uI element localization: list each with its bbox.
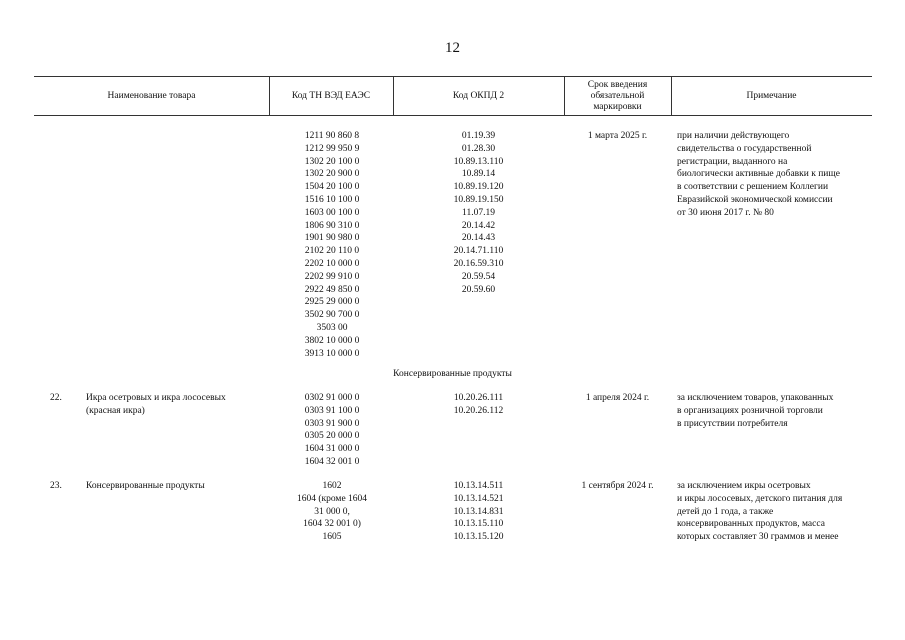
cont-note xyxy=(677,130,872,220)
note-line: свидетельства о государственной xyxy=(677,143,812,154)
okpd-code: 01.28.30 xyxy=(461,143,496,154)
name-line: (красная икра) xyxy=(86,405,145,416)
header-date-line: обязательной xyxy=(590,90,645,101)
okpd-code: 10.89.14 xyxy=(461,169,496,180)
tnved-code: 1302 20 900 0 xyxy=(304,169,360,180)
note-line: в соответствии с решением Коллегии xyxy=(677,182,829,193)
tnved-code: 0303 91 900 0 xyxy=(304,418,360,429)
cont-date: 1 марта 2025 г. xyxy=(587,131,648,141)
tnved-code: 1901 90 980 0 xyxy=(304,233,360,244)
tnved-code: 1603 00 100 0 xyxy=(304,207,360,218)
okpd-code: 10.13.14.511 xyxy=(453,481,504,491)
note-line: от 30 июня 2017 г. № 80 xyxy=(677,207,774,218)
okpd-code: 20.14.42 xyxy=(461,220,496,231)
okpd-code: 10.20.26.112 xyxy=(453,405,504,416)
note-line: которых составляет 30 граммов и менее xyxy=(677,532,839,543)
tnved-code: 3502 90 700 0 xyxy=(304,310,360,321)
row22-tnved-codes xyxy=(272,392,392,469)
tnved-code: 2922 49 850 0 xyxy=(304,284,360,295)
row22-number: 22. xyxy=(50,393,62,403)
tnved-code: 1604 31 000 0 xyxy=(304,444,360,455)
header-date-line: Срок введения xyxy=(587,79,648,90)
row22-okpd-codes xyxy=(393,392,564,418)
row22-date: 1 апреля 2024 г. xyxy=(585,393,650,403)
tnved-code: 1212 99 950 9 xyxy=(304,143,360,154)
okpd-code: 20.59.54 xyxy=(461,271,496,282)
okpd-code: 10.13.15.110 xyxy=(453,519,504,530)
okpd-code: 10.20.26.111 xyxy=(453,393,504,403)
name-line: Икра осетровых и икра лососевых xyxy=(86,393,226,403)
note-line: биологически активные добавки к пище xyxy=(677,169,840,180)
row23-note xyxy=(677,480,872,544)
tnved-code: 3802 10 000 0 xyxy=(304,335,360,346)
note-line: за исключением икры осетровых xyxy=(677,481,811,491)
okpd-code: 10.89.19.150 xyxy=(453,194,504,205)
tnved-code: 3913 10 000 0 xyxy=(304,348,360,359)
tnved-code: 0302 91 000 0 xyxy=(304,393,360,403)
note-line: за исключением товаров, упакованных xyxy=(677,393,834,403)
tnved-code: 1605 xyxy=(322,532,342,543)
note-line: консервированных продуктов, масса xyxy=(677,519,825,530)
okpd-code: 01.19.39 xyxy=(461,131,496,141)
row22-note xyxy=(677,392,872,430)
okpd-code: 20.14.71.110 xyxy=(453,246,504,257)
tnved-code: 2202 99 910 0 xyxy=(304,271,360,282)
tnved-code: 1504 20 100 0 xyxy=(304,182,360,193)
tnved-code: 1604 32 001 0) xyxy=(303,519,361,530)
tnved-code: 1516 10 100 0 xyxy=(304,194,360,205)
note-line: при наличии действующего xyxy=(677,131,790,141)
tnved-code: 3503 00 xyxy=(316,322,348,333)
tnved-code: 2925 29 000 0 xyxy=(304,297,360,308)
section-title: Консервированные продукты xyxy=(393,369,512,379)
tnved-code: 1604 (кроме 1604 xyxy=(296,493,368,504)
tnved-code: 1604 32 001 0 xyxy=(304,456,360,467)
okpd-code: 10.89.19.120 xyxy=(453,182,504,193)
row23-okpd-codes xyxy=(393,480,564,544)
okpd-code: 20.16.59.310 xyxy=(453,258,504,269)
header-date-line: маркировки xyxy=(593,101,642,112)
okpd-code: 20.14.43 xyxy=(461,233,496,244)
note-line: в присутствии потребителя xyxy=(677,418,788,429)
tnved-code: 1806 90 310 0 xyxy=(304,220,360,231)
header-okpd: Код ОКПД 2 xyxy=(452,90,505,101)
header-tnved: Код ТН ВЭД ЕАЭС xyxy=(291,90,371,101)
header-note: Примечание xyxy=(746,90,797,101)
row23-name xyxy=(86,480,268,493)
row23-tnved-codes xyxy=(272,480,392,544)
tnved-code: 1211 90 860 8 xyxy=(304,131,360,141)
cont-tnved-codes xyxy=(272,130,392,360)
okpd-code: 10.13.15.120 xyxy=(453,532,504,543)
tnved-code: 0303 91 100 0 xyxy=(304,405,360,416)
tnved-code: 2202 10 000 0 xyxy=(304,258,360,269)
tnved-code: 0305 20 000 0 xyxy=(304,431,360,442)
row23-date: 1 сентября 2024 г. xyxy=(581,481,654,491)
page-number: 12 xyxy=(445,40,460,56)
note-line: и икры лососевых, детского питания для xyxy=(677,493,843,504)
tnved-code: 1302 20 100 0 xyxy=(304,156,360,167)
row22-name xyxy=(86,392,268,418)
tnved-code: 31 000 0, xyxy=(314,506,350,517)
okpd-code: 11.07.19 xyxy=(462,207,495,218)
tnved-code: 2102 20 110 0 xyxy=(304,246,360,257)
row23-number: 23. xyxy=(50,481,62,491)
cont-okpd-codes xyxy=(393,130,564,296)
name-line: Консервированные продукты xyxy=(86,481,205,491)
okpd-code: 10.13.14.831 xyxy=(453,506,504,517)
okpd-code: 20.59.60 xyxy=(461,284,496,295)
header-name: Наименование товара xyxy=(107,90,196,101)
okpd-code: 10.13.14.521 xyxy=(453,493,504,504)
note-line: детей до 1 года, а также xyxy=(677,506,774,517)
okpd-code: 10.89.13.110 xyxy=(453,156,504,167)
note-line: в организациях розничной торговли xyxy=(677,405,823,416)
tnved-code: 1602 xyxy=(322,481,342,491)
header-date xyxy=(564,76,671,116)
note-line: Евразийской экономической комиссии xyxy=(677,194,833,205)
note-line: регистрации, выданного на xyxy=(677,156,788,167)
